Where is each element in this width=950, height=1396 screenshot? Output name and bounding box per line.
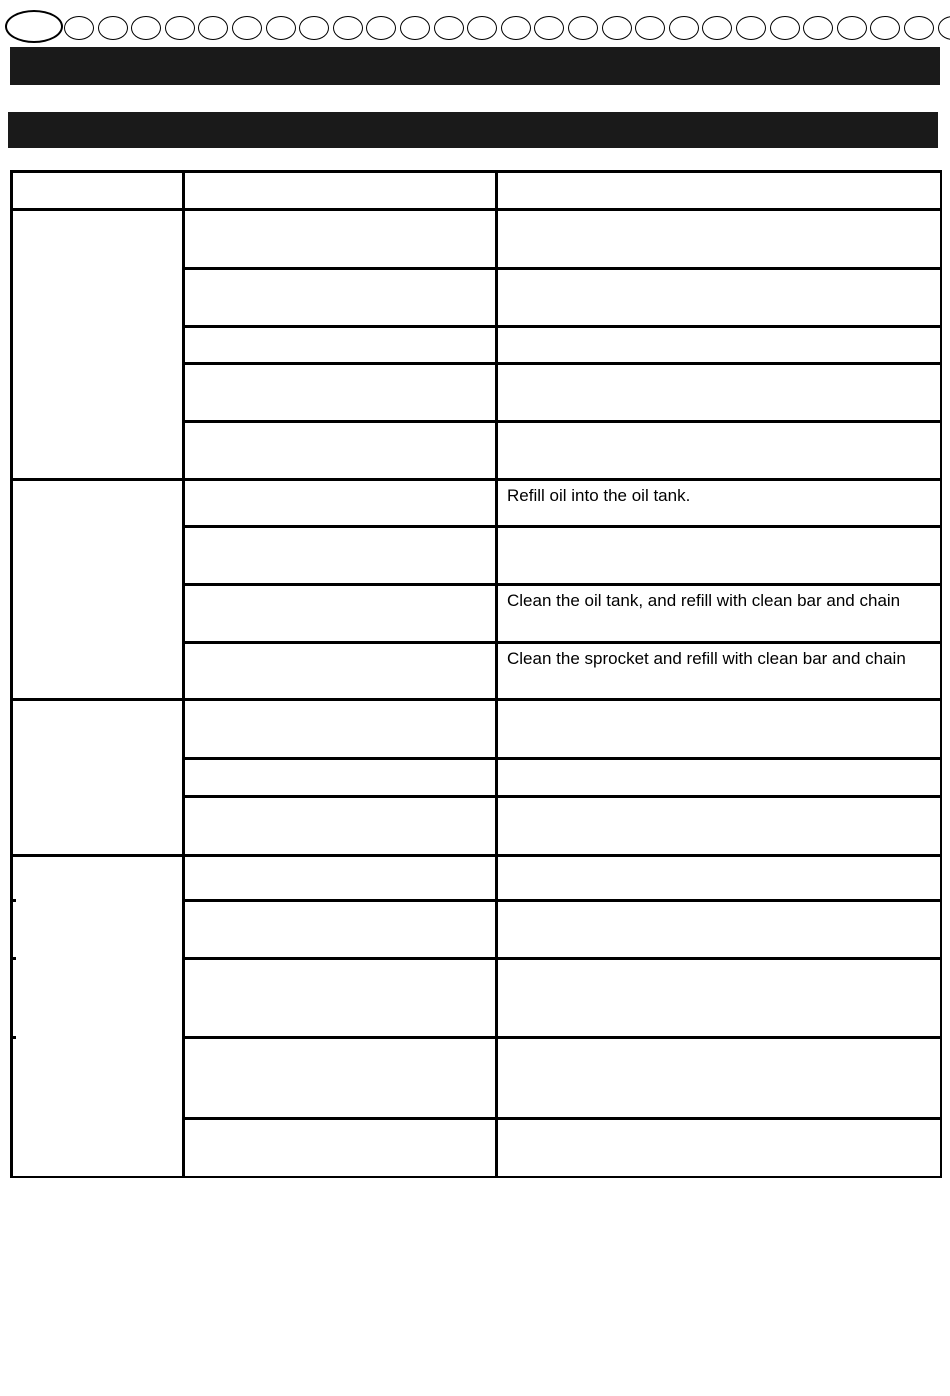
- language-tab-active[interactable]: [5, 10, 63, 43]
- language-tab[interactable]: [904, 16, 934, 40]
- row-tick: [10, 1036, 16, 1039]
- row-divider: [182, 641, 942, 644]
- language-tab[interactable]: [702, 16, 732, 40]
- language-tab[interactable]: [333, 16, 363, 40]
- language-tab[interactable]: [635, 16, 665, 40]
- column-divider: [182, 170, 185, 1178]
- language-tab[interactable]: [400, 16, 430, 40]
- row-divider: [182, 325, 942, 328]
- troubleshooting-table: [10, 170, 942, 1178]
- language-tab[interactable]: [803, 16, 833, 40]
- column-divider: [495, 170, 498, 1178]
- language-tab[interactable]: [131, 16, 161, 40]
- language-tab[interactable]: [870, 16, 900, 40]
- language-tab[interactable]: [669, 16, 699, 40]
- table-border: [10, 170, 13, 1178]
- remedy-text: Refill oil into the oil tank.: [507, 486, 691, 505]
- row-tick: [10, 957, 16, 960]
- language-tab[interactable]: [568, 16, 598, 40]
- language-tab[interactable]: [736, 16, 766, 40]
- row-divider: [182, 362, 942, 365]
- row-divider: [182, 1117, 942, 1120]
- language-tab[interactable]: [266, 16, 296, 40]
- table-border: [10, 1176, 942, 1179]
- language-tab[interactable]: [366, 16, 396, 40]
- language-tabs: [5, 8, 945, 44]
- row-divider: [10, 208, 942, 211]
- row-divider: [182, 583, 942, 586]
- language-tab[interactable]: [837, 16, 867, 40]
- language-tab[interactable]: [98, 16, 128, 40]
- remedy-text: Clean the oil tank, and refill with clean bar and chain: [507, 591, 901, 610]
- row-divider: [182, 795, 942, 798]
- language-tab[interactable]: [467, 16, 497, 40]
- language-tab[interactable]: [64, 16, 94, 40]
- language-tab[interactable]: [534, 16, 564, 40]
- language-tab[interactable]: [501, 16, 531, 40]
- language-tab[interactable]: [198, 16, 228, 40]
- section-subheader-bar: [8, 112, 938, 148]
- language-tab[interactable]: [938, 16, 950, 40]
- group-divider: [10, 698, 942, 701]
- language-tab[interactable]: [165, 16, 195, 40]
- row-divider: [182, 757, 942, 760]
- language-tab[interactable]: [434, 16, 464, 40]
- row-tick: [10, 899, 16, 902]
- row-divider: [182, 420, 942, 423]
- section-header-bar: [10, 47, 940, 85]
- language-tab[interactable]: [602, 16, 632, 40]
- row-divider: [182, 899, 942, 902]
- language-tab[interactable]: [232, 16, 262, 40]
- language-tab[interactable]: [299, 16, 329, 40]
- row-divider: [182, 1036, 942, 1039]
- row-divider: [182, 525, 942, 528]
- remedy-text: Clean the sprocket and refill with clean bar and chain: [507, 649, 906, 668]
- group-divider: [10, 854, 942, 857]
- table-border: [10, 170, 942, 173]
- table-border: [940, 170, 943, 1178]
- row-divider: [182, 267, 942, 270]
- row-divider: [182, 957, 942, 960]
- group-divider: [10, 478, 942, 481]
- language-tab[interactable]: [770, 16, 800, 40]
